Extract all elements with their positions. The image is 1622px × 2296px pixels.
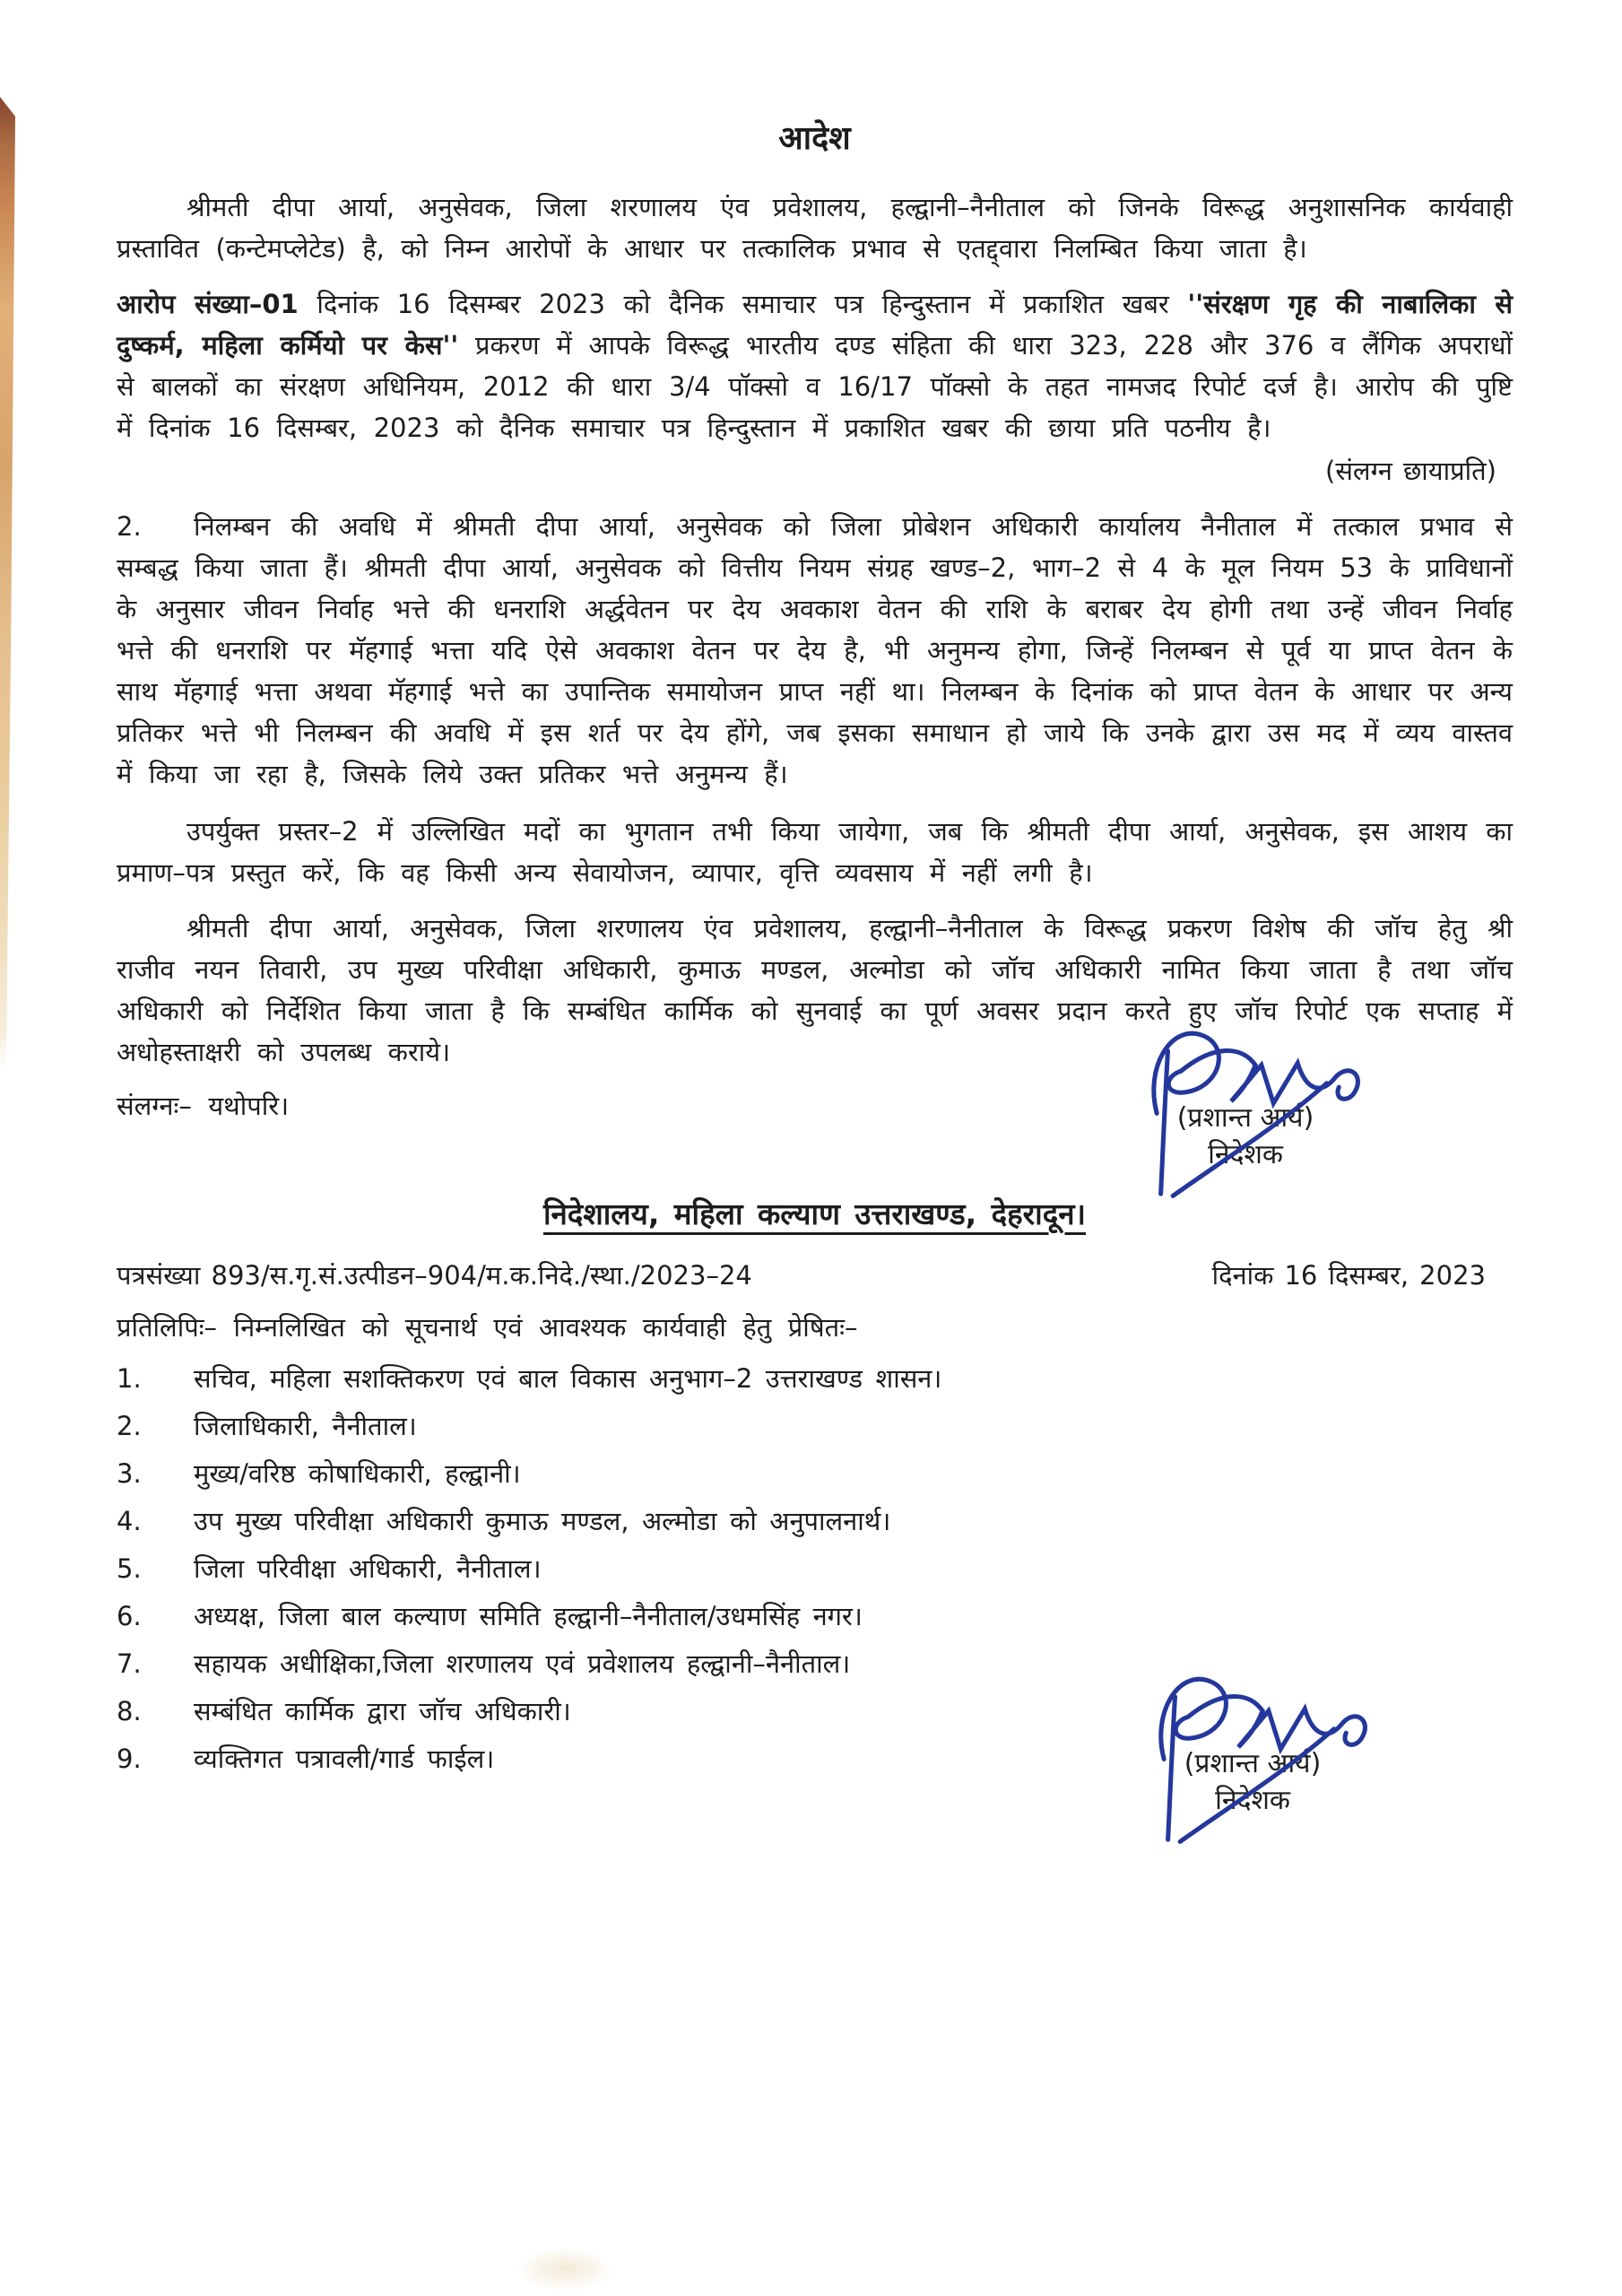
scan-smudge-artifact — [516, 2247, 614, 2292]
list-item — [117, 1551, 1513, 1587]
list-item-number: 6. — [117, 1601, 142, 1631]
list-item-text: जिला परिवीक्षा अधिकारी, नैनीताल। — [194, 1553, 542, 1584]
list-item-text: व्यक्तिगत पत्रावली/गार्ड फाईल। — [194, 1744, 495, 1774]
list-item-text: सहायक अधीक्षिका,जिला शरणालय एवं प्रवेशालय हल्द्वानी–नैनीताल। — [194, 1648, 851, 1679]
list-item — [117, 1503, 1513, 1539]
charge-paragraph — [117, 283, 1513, 448]
signatory-designation: निदेशक — [1215, 1785, 1290, 1816]
copy-heading: प्रतिलिपिः– निम्नलिखित को सूचनार्थ एवं आवश्यक कार्यवाही हेतु प्रेषितः– — [117, 1312, 858, 1343]
signatory-designation: निदेशक — [1208, 1139, 1283, 1170]
charge-quote: ''संरक्षण गृह की नाबालिका से दुष्कर्म, महिला कर्मियो पर केस'' — [117, 289, 1513, 361]
list-item-number: 7. — [117, 1648, 142, 1679]
list-item — [117, 1598, 1513, 1634]
list-item-number: 8. — [117, 1696, 142, 1726]
list-item-number: 1. — [117, 1363, 142, 1394]
paragraph-2-number: 2. — [117, 511, 142, 542]
signatory-name: (प्रशान्त आर्य) — [1176, 1102, 1314, 1134]
signatory-name: (प्रशान्त आर्य) — [1184, 1748, 1322, 1779]
signature-block-bottom — [1100, 1646, 1405, 1820]
list-item-text: मुख्य/वरिष्ठ कोषाधिकारी, हल्द्वानी। — [194, 1458, 521, 1489]
charge-rest-text: प्रकरण में आपके विरूद्ध भारतीय दण्ड संहिता की धारा 323, 228 और 376 व लैंगिक अपराधों से बालकों का संरक्षण अधिनियम, 2012 की धारा 3/4 पॉक्सो व 16/17 पॉक्सो के तहत नामजद रिपोर्ट दर्ज है। आरोप की पुष्टि में दिनांक 16 दिसम्बर, 2023 को दैनिक समाचार पत्र हिन्दुस्तान में प्रकाशित खबर की छाया प्रति पठनीय है। — [117, 330, 1514, 443]
list-item-text: सचिव, महिला सशक्तिकरण एवं बाल विकास अनुभाग–2 उत्तराखण्ड शासन। — [194, 1363, 942, 1394]
attachment-note: (संलग्न छायाप्रति) — [1325, 456, 1496, 486]
list-item-number: 9. — [117, 1744, 142, 1774]
reference-row — [117, 1255, 1513, 1296]
charge-lead-text: दिनांक 16 दिसम्बर 2023 को दैनिक समाचार पत्र हिन्दुस्तान में प्रकाशित खबर — [298, 289, 1188, 319]
paragraph-2-text: निलम्बन की अवधि में श्रीमती दीपा आर्या, अनुसेवक को जिला प्रोबेशन अधिकारी कार्यालय नैनीताल में तत्काल प्रभाव से सम्बद्ध किया जाता हैं। श्रीमती दीपा आर्या, अनुसेवक को वित्तीय नियम संग्रह खण्ड–2, भाग–2 से 4 के मूल नियम 53 के प्राविधानों के अनुसार जीवन निर्वाह भत्ते की धनराशि अर्द्धवेतन पर देय अवकाश वेतन की राशि के बराबर देय होगी तथा उन्हें जीवन निर्वाह भत्ते की धनराशि पर मॅहगाई भत्ता यदि ऐसे अवकाश वेतन पर देय है, भी अनुमन्य होगा, जिन्हें निलम्बन से पूर्व या प्राप्त वेतन के साथ मॅहगाई भत्ता अथवा मॅहगाई भत्ते का उपान्तिक समायोजन प्राप्त नहीं था। निलम्बन के दिनांक को प्राप्त वेतन के आधार पर अन्य प्रतिकर भत्ते भी निलम्बन की अवधि में इस शर्त पर देय होंगे, जब इसका समाधान हो जाये कि उनके द्वारा उस मद में व्यय वास्तव में किया जा रहा है, जिसके लिये उक्त प्रतिकर भत्ते अनुमन्य हैं। — [117, 511, 1513, 789]
enclosure-line: संलग्नः– यथोपरि। — [117, 1091, 290, 1121]
list-item-number: 5. — [117, 1553, 142, 1584]
opening-paragraph: श्रीमती दीपा आर्या, अनुसेवक, जिला शरणालय एंव प्रवेशालय, हल्द्वानी–नैनीताल को जिनके विरूद्ध अनुशासनिक कार्यवाही प्रस्तावित (कन्टेमप्लेटेड) है, को निम्न आरोपों के आधार पर तत्कालिक प्रभाव से एतद्द्वारा निलम्बित किया जाता है। — [117, 192, 1513, 264]
recipients-list — [117, 1361, 1513, 1899]
enclosure-signature-row — [117, 1085, 1513, 1174]
paragraph-4: श्रीमती दीपा आर्या, अनुसेवक, जिला शरणालय एंव प्रवेशालय, हल्द्वानी–नैनीताल के विरूद्ध प्रकरण विशेष की जॉच हेतु श्री राजीव नयन तिवारी, उप मुख्य परिवीक्षा अधिकारी, कुमाऊ मण्डल, अल्मोडा को जॉच अधिकारी नामित किया जाता है तथा जॉच अधिकारी को निर्देशित किया जाता है कि सम्बंधित कार्मिक को सुनवाई का पूर्ण अवसर प्रदान करते हुए जॉच रिपोर्ट एक सप्ताह में अधोहस्ताक्षरी को उपलब्ध कराये। — [117, 913, 1513, 1067]
reference-date: दिनांक 16 दिसम्बर, 2023 — [1211, 1260, 1486, 1291]
list-item-number: 2. — [117, 1411, 142, 1441]
charge-label: आरोप संख्या–01 — [117, 289, 299, 319]
list-item-text: उप मुख्य परिवीक्षा अधिकारी कुमाऊ मण्डल, अल्मोडा को अनुपालनार्थ। — [194, 1506, 891, 1536]
list-item-number: 4. — [117, 1506, 142, 1536]
list-item-text: अध्यक्ष, जिला बाल कल्याण समिति हल्द्वानी–नैनीताल/उधमसिंह नगर। — [194, 1601, 863, 1631]
list-item — [117, 1456, 1513, 1492]
list-item-text: सम्बंधित कार्मिक द्वारा जॉच अधिकारी। — [194, 1696, 571, 1726]
list-item — [117, 1408, 1513, 1444]
reference-number: पत्रसंख्या 893/स.गृ.सं.उत्पीडन–904/म.क.निदे./स्था./2023–24 — [117, 1260, 752, 1291]
list-item-text: जिलाधिकारी, नैनीताल। — [194, 1411, 417, 1441]
paragraph-3: उपर्युक्त प्रस्तर–2 में उल्लिखित मदों का भुगतान तभी किया जायेगा, जब कि श्रीमती दीपा आर्या, अनुसेवक, इस आशय का प्रमाण–पत्र प्रस्तुत करें, कि वह किसी अन्य सेवायोजन, व्यापार, वृत्ति व्यवसाय में नहीं लगी है। — [117, 816, 1513, 888]
paragraph-2 — [117, 506, 1513, 795]
office-line: निदेशालय, महिला कल्याण उत्तराखण्ड, देहरादून। — [542, 1196, 1087, 1231]
document-title: आदेश — [778, 120, 851, 157]
signature-block-top — [1093, 1000, 1398, 1174]
list-item-number: 3. — [117, 1458, 142, 1489]
list-item — [117, 1361, 1513, 1396]
